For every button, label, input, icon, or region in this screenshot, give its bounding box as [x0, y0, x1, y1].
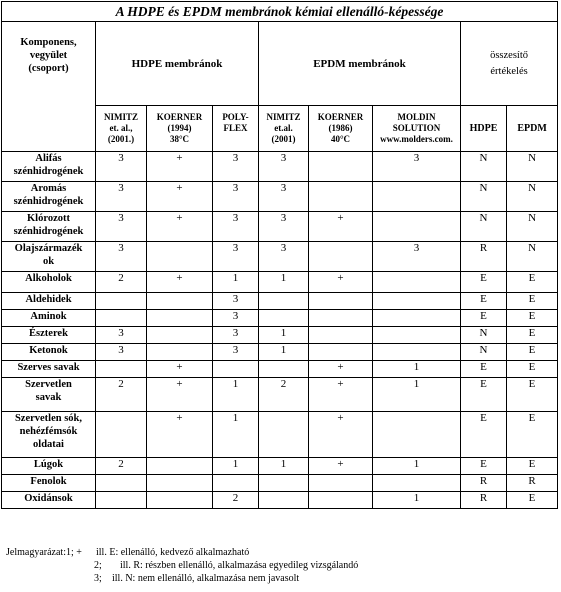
- epdm-rating-cell: +: [309, 458, 373, 475]
- table-row: [2, 412, 558, 458]
- component-name: [2, 361, 96, 378]
- component-name-line: szénhidrogének: [13, 226, 84, 237]
- epdm-rating-cell: 2: [259, 378, 309, 412]
- summary-rating-cell: E: [507, 327, 558, 344]
- hdpe-rating-cell: 1: [213, 378, 259, 412]
- hdpe-rating-cell: 3: [213, 310, 259, 327]
- summary-rating-cell: N: [461, 182, 507, 212]
- hdpe-rating-cell: [96, 310, 147, 327]
- hdpe-rating-cell: [213, 475, 259, 492]
- legend-line: [6, 559, 358, 572]
- component-name-line: Aldehidek: [25, 294, 72, 305]
- epdm-source-header: [259, 106, 309, 152]
- summary-rating-cell: R: [461, 475, 507, 492]
- epdm-rating-cell: [259, 361, 309, 378]
- epdm-rating-cell: 3: [373, 152, 461, 182]
- summary-rating-cell: E: [461, 293, 507, 310]
- component-header-line: vegyület: [29, 50, 68, 61]
- component-name-line: szénhidrogének: [13, 196, 84, 207]
- component-name: [2, 475, 96, 492]
- hdpe-source-header: [147, 106, 213, 152]
- legend-text: ill. E: ellenálló, kedvező alkalmazható: [96, 547, 250, 558]
- hdpe-group-header: HDPE membránok: [96, 22, 259, 106]
- hdpe-source-header-line: FLEX: [223, 123, 248, 133]
- hdpe-source-header-line: et. al.,: [109, 123, 133, 133]
- hdpe-source-header-line: (2001.): [107, 134, 135, 144]
- epdm-rating-cell: 3: [259, 182, 309, 212]
- epdm-source-header-line: NIMITZ: [266, 112, 301, 122]
- hdpe-rating-cell: 3: [96, 242, 147, 272]
- hdpe-rating-cell: 3: [96, 212, 147, 242]
- hdpe-rating-cell: 3: [213, 242, 259, 272]
- epdm-source-header-line: SOLUTION: [392, 123, 441, 133]
- hdpe-rating-cell: [96, 412, 147, 458]
- epdm-rating-cell: [309, 182, 373, 212]
- epdm-source-header-line: (1986): [328, 123, 353, 133]
- hdpe-source-header-line: POLY-: [222, 112, 249, 122]
- table-row: [2, 458, 558, 475]
- hdpe-rating-cell: [147, 344, 213, 361]
- epdm-source-header-line: www.molders.com.: [380, 134, 453, 144]
- epdm-rating-cell: [309, 344, 373, 361]
- component-name-line: szénhidrogének: [13, 166, 84, 177]
- hdpe-rating-cell: 3: [96, 152, 147, 182]
- component-name: [2, 492, 96, 509]
- legend-key: 2;: [94, 560, 102, 571]
- summary-rating-cell: E: [461, 412, 507, 458]
- epdm-rating-cell: [309, 152, 373, 182]
- epdm-source-header-line: (2001): [271, 134, 296, 144]
- legend-label: Jelmagyarázat:: [6, 547, 66, 558]
- component-name-line: Fenolok: [30, 476, 67, 487]
- hdpe-rating-cell: +: [147, 412, 213, 458]
- epdm-source-header: [309, 106, 373, 152]
- summary-rating-cell: N: [461, 344, 507, 361]
- hdpe-rating-cell: 2: [213, 492, 259, 509]
- hdpe-rating-cell: +: [147, 182, 213, 212]
- summary-header-line: értékelés: [490, 65, 528, 77]
- summary-rating-cell: E: [507, 293, 558, 310]
- summary-rating-cell: N: [461, 152, 507, 182]
- legend: [6, 546, 358, 585]
- component-name-line: ok: [42, 256, 55, 267]
- legend-text: ill. R: részben ellenálló, alkalmazása egyedileg vizsgálandó: [120, 560, 359, 571]
- hdpe-rating-cell: [147, 242, 213, 272]
- summary-rating-cell: E: [507, 344, 558, 361]
- epdm-rating-cell: 3: [373, 242, 461, 272]
- epdm-rating-cell: [373, 344, 461, 361]
- epdm-rating-cell: [309, 475, 373, 492]
- summary-rating-cell: E: [461, 272, 507, 293]
- hdpe-source-header-line: 38°C: [169, 134, 190, 144]
- component-name: [2, 327, 96, 344]
- summary-rating-cell: N: [507, 152, 558, 182]
- legend-line: [6, 546, 358, 559]
- summary-rating-cell: N: [461, 212, 507, 242]
- epdm-rating-cell: [373, 412, 461, 458]
- component-name: [2, 272, 96, 293]
- resistance-table-container: [1, 1, 558, 509]
- table-row: [2, 272, 558, 293]
- hdpe-rating-cell: [147, 310, 213, 327]
- epdm-group-header: EPDM membránok: [259, 22, 461, 106]
- summary-header: [461, 22, 558, 106]
- hdpe-rating-cell: 2: [96, 458, 147, 475]
- epdm-source-header-line: et.al.: [274, 123, 293, 133]
- component-name: [2, 310, 96, 327]
- epdm-rating-cell: 1: [259, 327, 309, 344]
- epdm-rating-cell: [373, 272, 461, 293]
- table-row: [2, 310, 558, 327]
- component-name-line: Alifás: [35, 153, 62, 164]
- epdm-rating-cell: +: [309, 272, 373, 293]
- component-name: [2, 242, 96, 272]
- summary-header-line: összesítő: [490, 49, 528, 61]
- epdm-rating-cell: [309, 310, 373, 327]
- table-row: [2, 212, 558, 242]
- hdpe-rating-cell: +: [147, 152, 213, 182]
- epdm-rating-cell: [259, 310, 309, 327]
- hdpe-rating-cell: 1: [213, 412, 259, 458]
- epdm-rating-cell: [309, 327, 373, 344]
- hdpe-rating-cell: +: [147, 212, 213, 242]
- hdpe-rating-cell: [147, 327, 213, 344]
- hdpe-rating-cell: +: [147, 378, 213, 412]
- summary-rating-cell: E: [507, 310, 558, 327]
- component-name: [2, 458, 96, 475]
- hdpe-rating-cell: [96, 475, 147, 492]
- epdm-rating-cell: [259, 492, 309, 509]
- hdpe-rating-cell: 1: [213, 272, 259, 293]
- table-row: [2, 152, 558, 182]
- epdm-source-header-line: 40°C: [330, 134, 351, 144]
- hdpe-rating-cell: [147, 475, 213, 492]
- epdm-source-header: [373, 106, 461, 152]
- epdm-source-header-line: MOLDIN: [397, 112, 436, 122]
- summary-rating-cell: E: [507, 361, 558, 378]
- component-name-line: Olajszármazék: [14, 243, 83, 254]
- epdm-rating-cell: [259, 475, 309, 492]
- summary-rating-cell: E: [507, 378, 558, 412]
- epdm-rating-cell: 3: [259, 212, 309, 242]
- legend-line: [6, 572, 358, 585]
- epdm-rating-cell: [373, 182, 461, 212]
- hdpe-source-header-line: KOERNER: [156, 112, 203, 122]
- hdpe-source-header-line: NIMITZ: [103, 112, 138, 122]
- hdpe-rating-cell: 3: [213, 327, 259, 344]
- hdpe-rating-cell: 3: [96, 327, 147, 344]
- hdpe-rating-cell: 3: [213, 212, 259, 242]
- component-header: [2, 22, 96, 152]
- table-row: [2, 327, 558, 344]
- table-row: [2, 182, 558, 212]
- table-row: [2, 378, 558, 412]
- summary-rating-cell: E: [461, 361, 507, 378]
- summary-rating-cell: R: [507, 475, 558, 492]
- summary-rating-cell: E: [507, 412, 558, 458]
- epdm-rating-cell: [259, 412, 309, 458]
- table-title: A HDPE és EPDM membránok kémiai ellenálló-képessége: [2, 2, 558, 22]
- epdm-rating-cell: [373, 310, 461, 327]
- hdpe-rating-cell: 2: [96, 378, 147, 412]
- legend-key: 3;: [94, 573, 102, 584]
- hdpe-rating-cell: 3: [213, 344, 259, 361]
- hdpe-rating-cell: 3: [213, 152, 259, 182]
- component-name: [2, 378, 96, 412]
- component-name: [2, 293, 96, 310]
- summary-rating-cell: N: [507, 212, 558, 242]
- chemical-resistance-table: [1, 1, 558, 509]
- table-row: [2, 344, 558, 361]
- component-header-line: Komponens,: [20, 37, 77, 48]
- component-name-line: Észterek: [29, 328, 68, 339]
- summary-rating-cell: E: [507, 492, 558, 509]
- component-name: [2, 212, 96, 242]
- summary-rating-cell: E: [461, 378, 507, 412]
- hdpe-rating-cell: [147, 293, 213, 310]
- hdpe-rating-cell: 1: [213, 458, 259, 475]
- hdpe-rating-cell: +: [147, 361, 213, 378]
- epdm-rating-cell: 1: [373, 361, 461, 378]
- epdm-rating-cell: [373, 293, 461, 310]
- epdm-rating-cell: [309, 492, 373, 509]
- epdm-rating-cell: 1: [373, 378, 461, 412]
- epdm-rating-cell: +: [309, 412, 373, 458]
- epdm-rating-cell: [309, 293, 373, 310]
- epdm-rating-cell: [373, 212, 461, 242]
- summary-column-header: HDPE: [461, 106, 507, 152]
- hdpe-rating-cell: 2: [96, 272, 147, 293]
- hdpe-rating-cell: 3: [96, 182, 147, 212]
- component-name-line: Klórozott: [27, 213, 70, 224]
- epdm-rating-cell: 1: [373, 458, 461, 475]
- summary-rating-cell: R: [461, 242, 507, 272]
- component-name-line: oldatai: [33, 439, 64, 450]
- epdm-rating-cell: 3: [259, 242, 309, 272]
- component-name-line: Aminok: [30, 311, 67, 322]
- component-name-line: Oxidánsok: [24, 493, 73, 504]
- epdm-rating-cell: [309, 242, 373, 272]
- component-name-line: Aromás: [30, 183, 67, 194]
- epdm-rating-cell: 1: [259, 344, 309, 361]
- hdpe-rating-cell: 3: [96, 344, 147, 361]
- epdm-rating-cell: [373, 327, 461, 344]
- component-name-line: Szervetlen: [25, 379, 72, 390]
- epdm-rating-cell: [373, 475, 461, 492]
- table-row: [2, 361, 558, 378]
- hdpe-source-header: [96, 106, 147, 152]
- hdpe-rating-cell: 3: [213, 293, 259, 310]
- component-name-line: Szervetlen sók,: [14, 413, 83, 424]
- summary-rating-cell: E: [461, 458, 507, 475]
- summary-rating-cell: N: [507, 182, 558, 212]
- summary-rating-cell: E: [507, 458, 558, 475]
- table-row: [2, 242, 558, 272]
- epdm-rating-cell: +: [309, 378, 373, 412]
- legend-key: 1; +: [66, 547, 82, 558]
- component-name-line: savak: [35, 392, 62, 403]
- component-name-line: nehézfémsók: [19, 426, 78, 437]
- summary-rating-cell: N: [507, 242, 558, 272]
- hdpe-rating-cell: [213, 361, 259, 378]
- table-row: [2, 492, 558, 509]
- hdpe-rating-cell: [96, 361, 147, 378]
- component-name: [2, 152, 96, 182]
- epdm-rating-cell: +: [309, 361, 373, 378]
- legend-text: ill. N: nem ellenálló, alkalmazása nem javasolt: [112, 573, 300, 584]
- summary-rating-cell: E: [461, 310, 507, 327]
- component-name: [2, 182, 96, 212]
- summary-rating-cell: E: [507, 272, 558, 293]
- epdm-rating-cell: +: [309, 212, 373, 242]
- hdpe-rating-cell: +: [147, 272, 213, 293]
- epdm-rating-cell: [259, 293, 309, 310]
- component-name-line: Ketonok: [29, 345, 68, 356]
- epdm-rating-cell: 1: [259, 458, 309, 475]
- component-name: [2, 344, 96, 361]
- table-row: [2, 293, 558, 310]
- hdpe-rating-cell: [147, 492, 213, 509]
- epdm-source-header-line: KOERNER: [317, 112, 364, 122]
- summary-column-header: EPDM: [507, 106, 558, 152]
- hdpe-rating-cell: [147, 458, 213, 475]
- hdpe-source-header-line: (1994): [167, 123, 192, 133]
- epdm-rating-cell: 3: [259, 152, 309, 182]
- component-header-line: (csoport): [28, 63, 69, 74]
- table-row: [2, 475, 558, 492]
- epdm-rating-cell: 1: [259, 272, 309, 293]
- hdpe-rating-cell: 3: [213, 182, 259, 212]
- epdm-rating-cell: 1: [373, 492, 461, 509]
- hdpe-source-header: [213, 106, 259, 152]
- component-name: [2, 412, 96, 458]
- component-name-line: Lúgok: [33, 459, 64, 470]
- hdpe-rating-cell: [96, 492, 147, 509]
- component-name-line: Alkoholok: [25, 273, 72, 284]
- summary-rating-cell: R: [461, 492, 507, 509]
- component-name-line: Szerves savak: [17, 362, 80, 373]
- summary-rating-cell: N: [461, 327, 507, 344]
- hdpe-rating-cell: [96, 293, 147, 310]
